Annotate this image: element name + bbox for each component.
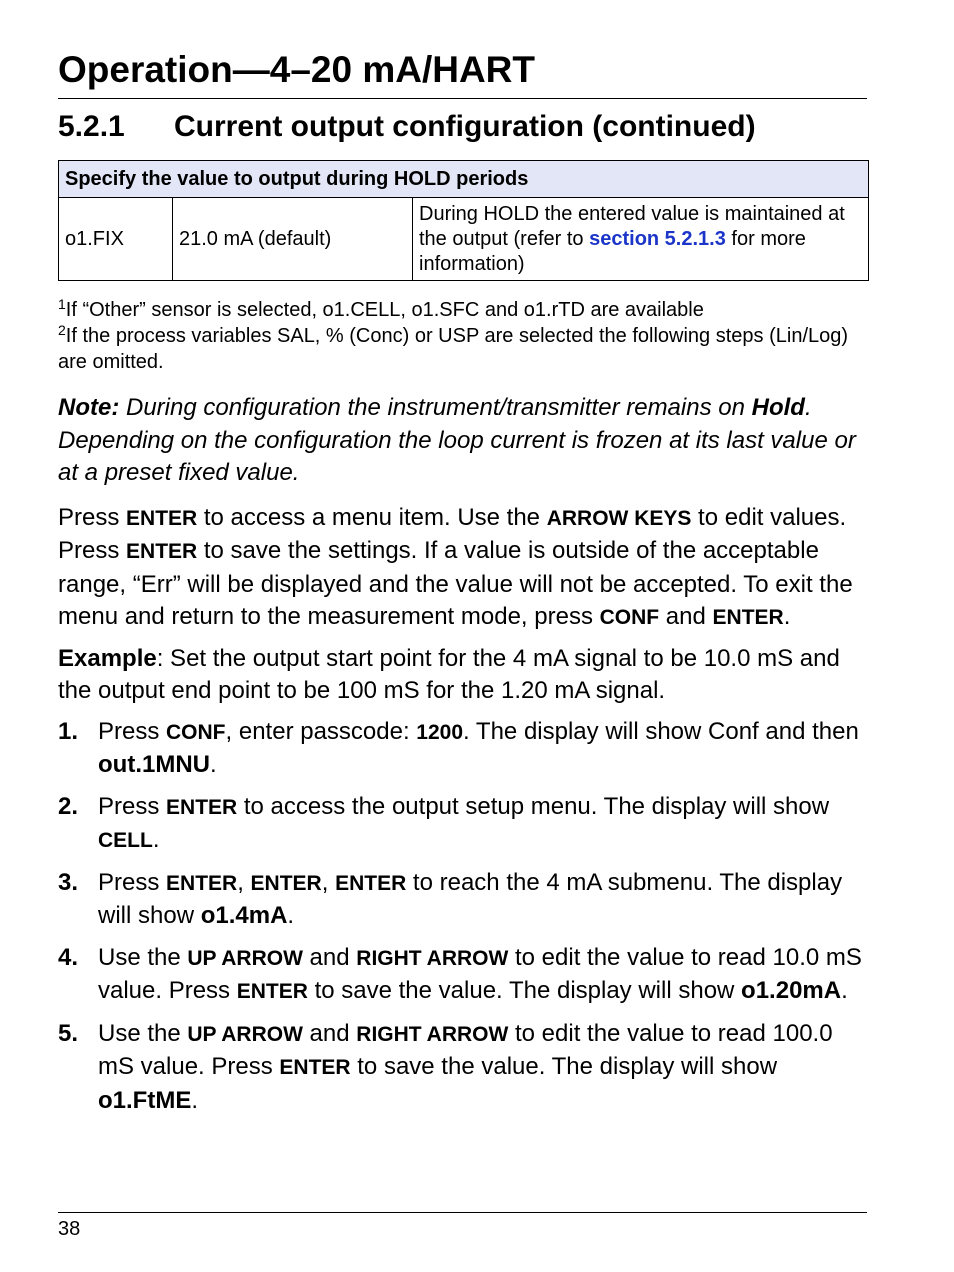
key-enter: ENTER <box>126 506 198 530</box>
footnote-1 <box>58 297 868 323</box>
hold-keyword: Hold <box>751 394 805 421</box>
display-text: o1.FtME <box>98 1086 192 1114</box>
section-number: 5.2.1 <box>58 110 125 143</box>
example-label: Example <box>58 644 157 672</box>
step-2 <box>58 791 870 858</box>
text: to edit values. Press <box>58 503 847 564</box>
text: Use the <box>98 1019 188 1047</box>
passcode: 1200 <box>416 720 464 744</box>
text: to edit the value to read 10.0 mS value. Press <box>98 943 862 1004</box>
text: to access the output setup menu. The display will show <box>237 792 830 820</box>
key-right-arrow: RIGHT ARROW <box>356 946 509 970</box>
key-enter: ENTER <box>166 871 238 895</box>
description-text-end: for more information) <box>419 227 806 275</box>
text: Press <box>98 792 167 820</box>
key-enter: ENTER <box>166 795 238 819</box>
value-cell: 21.0 mA (default) <box>173 198 413 281</box>
footnote-2 <box>58 323 868 375</box>
key-up-arrow: UP ARROW <box>187 1022 303 1046</box>
footnote-mark: 2 <box>58 322 66 338</box>
page-number: 38 <box>58 1218 81 1240</box>
step-number: 3. <box>58 868 79 896</box>
text: , enter passcode: <box>225 717 417 745</box>
text: to save the value. The display will show <box>307 977 742 1004</box>
display-text: CELL <box>98 829 153 852</box>
step-1 <box>58 716 870 782</box>
key-up-arrow: UP ARROW <box>187 946 303 970</box>
text: . <box>841 977 848 1004</box>
example-paragraph <box>58 643 870 708</box>
key-right-arrow: RIGHT ARROW <box>356 1022 509 1046</box>
text: . <box>209 751 217 778</box>
step-number: 2. <box>58 792 79 820</box>
text: , <box>321 868 336 896</box>
section-title: Current output configuration (continued) <box>174 110 756 143</box>
note-text: During configuration the instrument/transmitter remains on <box>119 394 752 421</box>
note-label: Note: <box>58 394 120 421</box>
text: , <box>237 868 251 896</box>
display-text: out.1MNU <box>98 751 210 778</box>
text: to access a menu item. Use the <box>197 503 547 531</box>
footnotes <box>58 297 868 375</box>
procedure-steps <box>58 716 870 1118</box>
key-enter: ENTER <box>126 540 198 563</box>
footnote-text: If “Other” sensor is selected, o1.CELL, o1.SFC and o1.rTD are available <box>65 299 704 321</box>
text: to reach the 4 mA submenu. The display will show <box>98 868 843 929</box>
key-arrow-keys: ARROW KEYS <box>546 506 692 530</box>
step-number: 1. <box>58 717 79 745</box>
text: Press <box>98 868 167 896</box>
step-3 <box>58 867 870 933</box>
text: to edit the value to read 100.0 mS value. Press <box>98 1019 833 1080</box>
text: Press <box>58 503 127 531</box>
key-enter: ENTER <box>279 1056 351 1079</box>
text: to save the value. The display will show <box>350 1053 778 1080</box>
instructions-paragraph <box>58 502 870 635</box>
description-text: During HOLD the entered value is maintained at the output (refer to <box>419 202 845 250</box>
display-text: o1.4mA <box>200 902 288 929</box>
footer-rule <box>58 1212 867 1213</box>
note-paragraph <box>58 392 870 490</box>
text: . <box>783 603 791 630</box>
body-text <box>58 392 870 1126</box>
text: to save the settings. If a value is outside of the acceptable range, “Err” will be displayed and the value will not be accepted. To exit the menu and return to the measurement mode, press <box>58 537 853 630</box>
example-text: : Set the output start point for the 4 mA signal to be 10.0 mS and the output end point to be 100 mS for the 1.20 mA signal. <box>58 644 840 704</box>
step-4 <box>58 942 870 1009</box>
description-cell <box>413 198 869 281</box>
key-enter: ENTER <box>250 871 322 895</box>
key-enter: ENTER <box>236 980 308 1003</box>
header-rule <box>58 98 867 99</box>
display-text: o1.20mA <box>741 977 842 1004</box>
step-5 <box>58 1018 870 1118</box>
manual-page <box>58 0 868 1272</box>
note-text: . Depending on the configuration the loop current is frozen at its last value or at a preset fixed value. <box>58 394 856 486</box>
hold-output-table <box>58 160 869 281</box>
text: and <box>302 1019 357 1047</box>
step-number: 4. <box>58 943 79 971</box>
footnote-mark: 1 <box>58 296 66 312</box>
menu-code-cell: o1.FIX <box>59 198 173 281</box>
table-row <box>59 198 869 281</box>
table-header-row <box>59 161 869 198</box>
step-number: 5. <box>58 1019 79 1047</box>
section-heading <box>58 108 756 146</box>
footnote-text: If the process variables SAL, % (Conc) or USP are selected the following steps (Lin/Log) are omitted. <box>58 325 849 373</box>
key-enter: ENTER <box>335 871 407 895</box>
section-link[interactable]: section 5.2.1.3 <box>589 227 726 250</box>
text: Press <box>98 717 167 745</box>
key-conf: CONF <box>599 606 660 629</box>
key-enter: ENTER <box>712 606 784 629</box>
text: . <box>191 1086 198 1114</box>
key-conf: CONF <box>166 720 226 744</box>
text: and <box>659 603 713 630</box>
text: . <box>287 902 295 929</box>
text: and <box>302 943 357 971</box>
chapter-title: Operation—4–20 mA/HART <box>58 49 535 90</box>
text: . The display will show Conf and then <box>463 717 859 745</box>
table-header: Specify the value to output during HOLD periods <box>59 161 869 198</box>
text: . <box>152 826 160 853</box>
text: Use the <box>98 943 188 971</box>
